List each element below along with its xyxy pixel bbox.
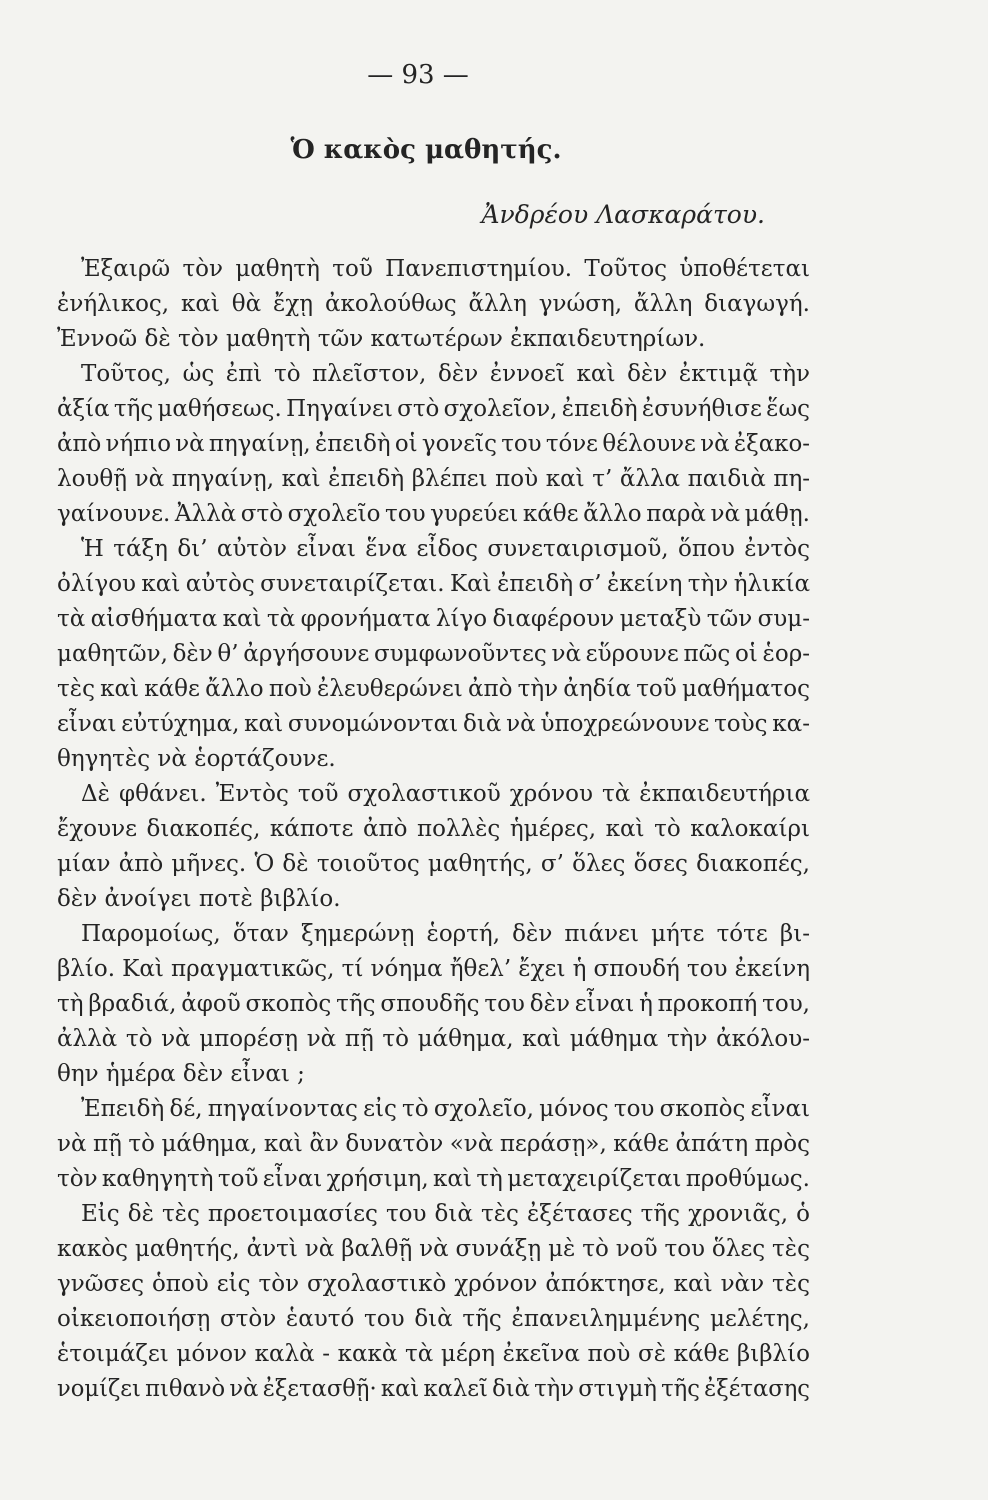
- text-line-content: Δὲ φθάνει. Ἐντὸς τοῦ σχολαστικοῦ χρόνου τὰ ἐκπαιδευτήρια: [81, 781, 810, 807]
- paragraph: [57, 1197, 810, 1407]
- text-line-content: δὲν ἀνοίγει ποτὲ βιβλίο.: [57, 886, 341, 912]
- text-line: [57, 1302, 810, 1337]
- text-line-content: μίαν ἀπὸ μῆνες. Ὁ δὲ τοιοῦτος μαθητής, σ’ ὅλες ὅσες διακοπές,: [57, 851, 810, 877]
- paragraph: [57, 1092, 810, 1197]
- text-line: [57, 1372, 810, 1407]
- text-line-content: τὲς καὶ κάθε ἄλλο ποὺ ἐλευθερώνει ἀπὸ τὴν ἀηδία τοῦ μαθήματος: [57, 676, 810, 702]
- text-line: [57, 707, 810, 742]
- text-line-content: μαθητῶν, δὲν θ’ ἀργήσουνε συμφωνοῦντες νὰ εὕρουνε πῶς οἱ ἑορ-: [57, 641, 810, 667]
- text-line: [81, 777, 810, 812]
- text-line-content: νομίζει πιθανὸ νὰ ἐξετασθῇ· καὶ καλεῖ διὰ τὴν στιγμὴ τῆς ἐξέτασης: [57, 1376, 810, 1402]
- text-line: [57, 952, 810, 987]
- text-line: [57, 847, 810, 882]
- text-line: [57, 427, 810, 462]
- text-line: [57, 1232, 810, 1267]
- text-line: [57, 812, 810, 847]
- text-line-content: οἰκειοποιήσῃ στὸν ἑαυτό του διὰ τῆς ἐπανειλημμένης μελέτης,: [57, 1306, 810, 1332]
- text-line-content: ἀλλὰ τὸ νὰ μπορέσῃ νὰ πῇ τὸ μάθημα, καὶ μάθημα τὴν ἀκόλου-: [57, 1026, 810, 1052]
- text-line-content: γαίνουνε. Ἀλλὰ στὸ σχολεῖο του γυρεύει κάθε ἄλλο παρὰ νὰ μάθῃ.: [57, 501, 810, 527]
- text-line-content: τὴ βραδιά, ἀφοῦ σκοπὸς τῆς σπουδῆς του δὲν εἶναι ἡ προκοπή του,: [57, 991, 810, 1017]
- text-line-content: ἐνήλικος, καὶ θὰ ἔχῃ ἀκολούθως ἄλλη γνώση, ἄλλη διαγωγή.: [57, 291, 810, 317]
- text-line: [57, 392, 810, 427]
- text-line-content: Ἐννοῶ δὲ τὸν μαθητὴ τῶν κατωτέρων ἐκπαιδευτηρίων.: [57, 326, 706, 352]
- text-line-content: Ἡ τάξη δι’ αὐτὸν εἶναι ἕνα εἶδος συνεταιρισμοῦ, ὅπου ἐντὸς: [81, 536, 810, 562]
- text-line-content: ἀπὸ νήπιο νὰ πηγαίνῃ, ἐπειδὴ οἱ γονεῖς του τόνε θέλουνε νὰ ἐξακο-: [57, 431, 810, 457]
- text-line: [81, 532, 810, 567]
- text-line: [57, 602, 810, 637]
- text-line-content: ἑτοιμάζει μόνον καλὰ - κακὰ τὰ μέρη ἐκεῖνα ποὺ σὲ κάθε βιβλίο: [57, 1341, 810, 1367]
- text-line: [57, 742, 810, 777]
- text-line-content: Ἐξαιρῶ τὸν μαθητὴ τοῦ Πανεπιστημίου. Τοῦτος ὑποθέτεται: [81, 256, 810, 282]
- text-line: [57, 497, 810, 532]
- text-line: [81, 252, 810, 287]
- text-line-content: νὰ πῇ τὸ μάθημα, καὶ ἂν δυνατὸν «νὰ περάσῃ», κάθε ἀπάτη πρὸς: [57, 1131, 810, 1157]
- text-line-content: ἀξία τῆς μαθήσεως. Πηγαίνει στὸ σχολεῖον, ἐπειδὴ ἐσυνήθισε ἕως: [57, 396, 810, 422]
- article-author: Ἀνδρέου Λασκαράτου.: [481, 200, 765, 229]
- paragraph: [57, 252, 810, 357]
- text-line-content: Ἐπειδὴ δέ, πηγαίνοντας εἰς τὸ σχολεῖο, μόνος του σκοπὸς εἶναι: [81, 1096, 810, 1122]
- text-line: [57, 287, 810, 322]
- paragraph: [57, 532, 810, 777]
- text-line-content: θην ἡμέρα δὲν εἶναι ;: [57, 1061, 305, 1087]
- text-line-content: τὸν καθηγητὴ τοῦ εἶναι χρήσιμη, καὶ τὴ μεταχειρίζεται προθύμως.: [57, 1166, 810, 1192]
- text-line: [57, 322, 810, 357]
- text-line: [57, 1337, 810, 1372]
- text-line: [57, 462, 810, 497]
- text-line-content: κακὸς μαθητής, ἀντὶ νὰ βαλθῇ νὰ συνάξῃ μὲ τὸ νοῦ του ὅλες τὲς: [57, 1236, 810, 1262]
- text-line-content: λουθῇ νὰ πηγαίνῃ, καὶ ἐπειδὴ βλέπει ποὺ καὶ τ’ ἄλλα παιδιὰ πη-: [57, 466, 810, 492]
- text-line: [57, 987, 810, 1022]
- text-line: [57, 882, 810, 917]
- text-line-content: βλίο. Καὶ πραγματικῶς, τί νόημα ἤθελ’ ἔχει ἡ σπουδή του ἐκείνη: [57, 956, 810, 982]
- text-line-content: ὀλίγου καὶ αὐτὸς συνεταιρίζεται. Καὶ ἐπειδὴ σ’ ἐκείνη τὴν ἡλικία: [57, 571, 810, 597]
- article-title: Ὁ κακὸς μαθητής.: [290, 135, 562, 165]
- text-line-content: εἶναι εὐτύχημα, καὶ συνομώνονται διὰ νὰ ὑποχρεώνουνε τοὺς κα-: [57, 711, 810, 737]
- text-line: [57, 1267, 810, 1302]
- article-body: [57, 252, 810, 1407]
- text-line: [57, 637, 810, 672]
- page-number: — 93 —: [367, 60, 469, 90]
- text-line-content: Εἰς δὲ τὲς προετοιμασίες του διὰ τὲς ἐξέτασες τῆς χρονιᾶς, ὁ: [81, 1201, 810, 1227]
- paragraph: [57, 777, 810, 917]
- paragraph: [57, 917, 810, 1092]
- text-line: [57, 1162, 810, 1197]
- text-line: [81, 357, 810, 392]
- text-line: [81, 1197, 810, 1232]
- text-line: [57, 1057, 810, 1092]
- text-line: [57, 1127, 810, 1162]
- text-line: [57, 672, 810, 707]
- paragraph: [57, 357, 810, 532]
- text-line: [57, 567, 810, 602]
- text-line: [81, 1092, 810, 1127]
- text-line-content: γνῶσες ὁποὺ εἰς τὸν σχολαστικὸ χρόνον ἀπόκτησε, καὶ νὰν τὲς: [57, 1271, 810, 1297]
- text-line-content: θηγητὲς νὰ ἑορτάζουνε.: [57, 746, 336, 772]
- text-line-content: ἔχουνε διακοπές, κάποτε ἀπὸ πολλὲς ἡμέρες, καὶ τὸ καλοκαίρι: [57, 816, 810, 842]
- text-line-content: Παρομοίως, ὅταν ξημερώνῃ ἑορτή, δὲν πιάνει μήτε τότε βι-: [81, 921, 810, 947]
- text-line: [81, 917, 810, 952]
- text-line-content: τὰ αἰσθήματα καὶ τὰ φρονήματα λίγο διαφέρουν μεταξὺ τῶν συμ-: [57, 606, 810, 632]
- text-line: [57, 1022, 810, 1057]
- text-line-content: Τοῦτος, ὡς ἐπὶ τὸ πλεῖστον, δὲν ἐννοεῖ καὶ δὲν ἐκτιμᾷ τὴν: [81, 361, 810, 387]
